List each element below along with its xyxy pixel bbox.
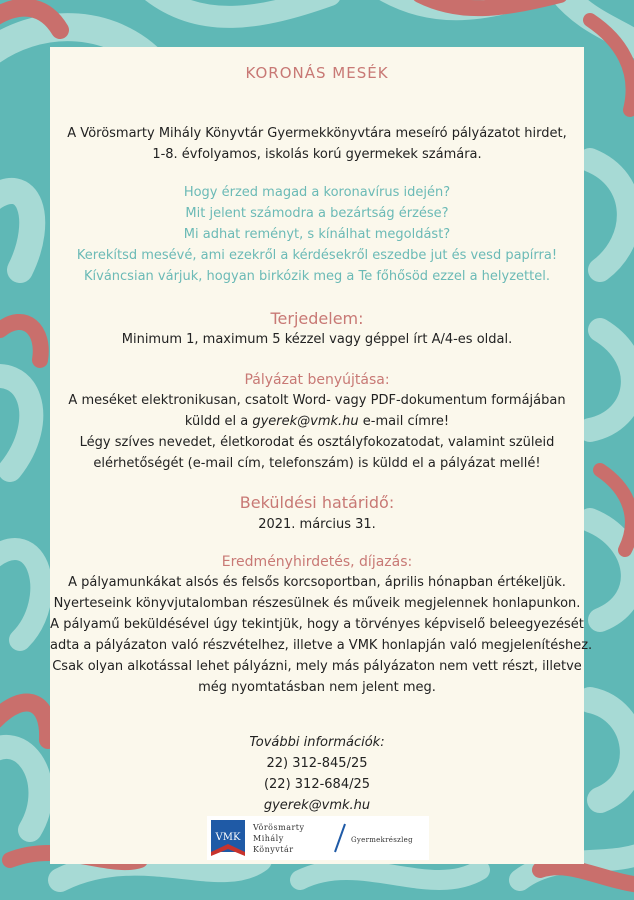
question-line-4: Kerekítsd mesévé, ami ezekről a kérdésekről eszedbe jut és vesd papírra!: [76, 248, 558, 263]
submission-heading: Pályázat benyújtása:: [244, 372, 390, 388]
submission-line-2: [50, 414, 584, 429]
contact-phone-2[interactable]: (22) 312-684/25: [263, 777, 371, 792]
results-line-6: még nyomtatásban nem jelent meg.: [198, 680, 436, 695]
logo-name-line-3: Könyvtár: [253, 845, 294, 854]
logo-divider: [335, 824, 345, 852]
results-line-4: adta a pályázaton való részvételhez, illetve a VMK honlapján való megjelenítéshez.: [50, 638, 593, 653]
results-line-3: A pályamű beküldésével úgy tekintjük, hogy a törvényes képviselő beleegyezését: [50, 617, 584, 632]
intro-line-2: 1-8. évfolyamos, iskolás korú gyermekek számára.: [152, 147, 482, 162]
library-logo-graphic: [207, 816, 429, 860]
results-line-5: Csak olyan alkotással lehet pályázni, mely más pályázaton nem vett részt, illetve: [52, 659, 582, 674]
question-line-1: Hogy érzed magad a koronavírus idején?: [183, 185, 451, 200]
submission-send-text: küldd el a: [184, 414, 249, 429]
length-text: Minimum 1, maximum 5 kézzel vagy géppel írt A/4-es oldal.: [121, 332, 513, 347]
logo-name-line-1: Vörösmarty: [253, 823, 305, 832]
question-line-5: Kíváncsian várjuk, hogyan birkózik meg a Te főhősöd ezzel a helyzettel.: [84, 269, 550, 284]
question-line-3: Mi adhat reményt, s kínálhat megoldást?: [183, 227, 451, 242]
contact-phone-1[interactable]: 22) 312-845/25: [266, 756, 368, 771]
results-line-2: Nyerteseink könyvjutalomban részesülnek és műveik megjelennek honlapunkon.: [53, 596, 581, 611]
library-logo: [207, 816, 429, 860]
deadline-date: 2021. március 31.: [258, 517, 376, 532]
logo-name-line-2: Mihály: [253, 834, 284, 843]
question-line-2: Mit jelent számodra a bezártság érzése?: [185, 206, 449, 221]
logo-department: Gyermekrészleg: [351, 836, 413, 844]
results-line-1: A pályamunkákat alsós és felsős korcsoportban, április hónapban értékeljük.: [68, 575, 566, 590]
deadline-heading: Beküldési határidő:: [239, 493, 395, 512]
submission-line-4: elérhetőségét (e-mail cím, telefonszám) is küldd el a pályázat mellé!: [93, 456, 541, 471]
page-title: KORONÁS MESÉK: [245, 64, 389, 82]
contact-heading: További információk:: [249, 735, 385, 750]
submission-line-3: Légy szíves nevedet, életkorodat és osztályfokozatodat, valamint szüleid: [79, 435, 555, 450]
contact-email[interactable]: gyerek@vmk.hu: [263, 798, 371, 813]
announcement-card: [50, 47, 593, 864]
logo-badge-text: VMK: [215, 832, 241, 843]
length-heading: Terjedelem:: [270, 309, 364, 328]
intro-line-1: A Vörösmarty Mihály Könyvtár Gyermekkönyvtára meseíró pályázatot hirdet,: [67, 126, 567, 141]
results-heading: Eredményhirdetés, díjazás:: [221, 554, 413, 570]
submission-line-1: A meséket elektronikusan, csatolt Word- vagy PDF-dokumentum formájában: [68, 393, 566, 408]
submission-email-suffix: e-mail címre!: [362, 414, 450, 429]
submission-email-link[interactable]: gyerek@vmk.hu: [252, 414, 359, 429]
